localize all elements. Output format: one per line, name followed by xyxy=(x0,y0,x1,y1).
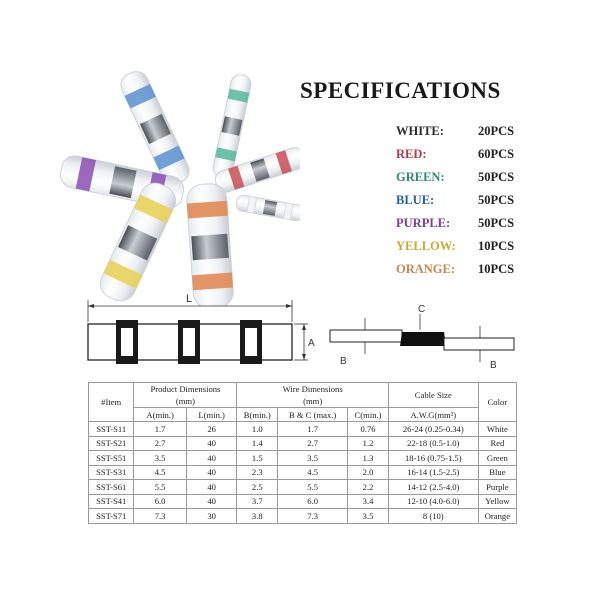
color-name: PURPLE: xyxy=(396,216,451,230)
subheader-a: A(min.) xyxy=(134,408,186,422)
header-product-dims-label: Product Dimensions xyxy=(150,384,221,394)
cell-awg: 14-12 (2.5-4.0) xyxy=(388,480,478,495)
cell-bc: 4.5 xyxy=(278,465,348,480)
header-product-unit: (mm) xyxy=(175,396,195,406)
cell-b: 2.5 xyxy=(237,480,278,495)
header-product-dimensions xyxy=(134,383,237,408)
band-middle xyxy=(178,320,200,364)
cell-c: 3.5 xyxy=(348,509,389,524)
cell-a: 3.5 xyxy=(134,451,186,466)
cell-a: 4.5 xyxy=(134,465,186,480)
cell-item: SST-S11 xyxy=(89,422,134,437)
quantity: 50PCS xyxy=(478,216,515,230)
cell-l: 30 xyxy=(186,509,237,524)
color-name: YELLOW: xyxy=(396,239,456,253)
cell-b: 1.0 xyxy=(237,422,278,437)
quantity: 10PCS xyxy=(478,239,515,253)
band-right xyxy=(240,320,262,364)
table-row xyxy=(89,422,517,437)
table-header-row xyxy=(89,383,517,408)
cell-c: 2.0 xyxy=(348,465,389,480)
cell-awg: 26-24 (0.25-0.34) xyxy=(388,422,478,437)
header-wire-dims-label: Wire Dimensions xyxy=(282,384,343,394)
cell-color: Orange xyxy=(478,509,516,524)
cell-color: Blue xyxy=(478,465,516,480)
table-subheader-row xyxy=(89,408,517,422)
product-photo xyxy=(60,66,300,306)
cell-c: 3.4 xyxy=(348,494,389,509)
cell-l: 40 xyxy=(186,494,237,509)
spec-row-purple xyxy=(396,216,526,236)
cell-bc: 6.0 xyxy=(278,494,348,509)
header-wire-unit: (mm) xyxy=(303,396,323,406)
cell-b: 3.7 xyxy=(237,494,278,509)
cell-item: SST-S21 xyxy=(89,436,134,451)
cell-bc: 1.7 xyxy=(278,422,348,437)
cell-item: SST-S51 xyxy=(89,451,134,466)
label-b-left: B xyxy=(340,356,347,367)
label-l: L xyxy=(186,293,193,305)
cell-bc: 5.5 xyxy=(278,480,348,495)
cell-item: SST-S41 xyxy=(89,494,134,509)
cell-a: 2.7 xyxy=(134,436,186,451)
color-name: BLUE: xyxy=(396,193,435,207)
cell-l: 40 xyxy=(186,480,237,495)
cell-a: 5.5 xyxy=(134,480,186,495)
color-name: ORANGE: xyxy=(396,262,456,276)
cell-b: 3.8 xyxy=(237,509,278,524)
color-name: GREEN: xyxy=(396,170,445,184)
cell-l: 40 xyxy=(186,436,237,451)
cell-awg: 18-16 (0.75-1.5) xyxy=(388,451,478,466)
quantity: 50PCS xyxy=(478,170,515,184)
cell-awg: 8 (10) xyxy=(388,509,478,524)
cell-color: White xyxy=(478,422,516,437)
cell-c: 2.2 xyxy=(348,480,389,495)
cell-c: 1.2 xyxy=(348,436,389,451)
header-color: Color xyxy=(478,383,516,422)
spec-row-blue xyxy=(396,193,526,213)
cell-color: Red xyxy=(478,436,516,451)
subheader-bc: B & C (max.) xyxy=(278,408,348,422)
cell-color: Purple xyxy=(478,480,516,495)
header-cable-size: Cable Size xyxy=(388,383,478,408)
cell-a: 6.0 xyxy=(134,494,186,509)
label-b-right: B xyxy=(490,360,497,371)
solder-joint xyxy=(400,332,446,346)
connector-orange xyxy=(186,183,235,306)
spec-row-orange xyxy=(396,262,526,282)
spec-row-red xyxy=(396,147,526,167)
label-a: A xyxy=(308,338,315,349)
cell-b: 1.5 xyxy=(237,451,278,466)
dimension-diagram xyxy=(80,292,520,374)
cell-awg: 16-14 (1.5-2.5) xyxy=(388,465,478,480)
cell-color: Yellow xyxy=(478,494,516,509)
subheader-l: L(min.) xyxy=(186,408,237,422)
color-name: RED: xyxy=(396,147,427,161)
table-row xyxy=(89,494,517,509)
quantity: 50PCS xyxy=(478,193,515,207)
label-c: C xyxy=(418,304,426,315)
cell-a: 1.7 xyxy=(134,422,186,437)
cell-item: SST-S31 xyxy=(89,465,134,480)
cell-l: 40 xyxy=(186,451,237,466)
cell-bc: 3.5 xyxy=(278,451,348,466)
table-row xyxy=(89,480,517,495)
cell-bc: 2.7 xyxy=(278,436,348,451)
table-row xyxy=(89,509,517,524)
spec-row-green xyxy=(396,170,526,190)
cell-awg: 22-18 (0.5-1.0) xyxy=(388,436,478,451)
quantity: 10PCS xyxy=(478,262,515,276)
connector-white xyxy=(235,194,300,222)
cell-awg: 12-10 (4.0-6.0) xyxy=(388,494,478,509)
cell-c: 0.76 xyxy=(348,422,389,437)
cell-bc: 7.3 xyxy=(278,509,348,524)
cell-b: 2.3 xyxy=(237,465,278,480)
cell-b: 1.4 xyxy=(237,436,278,451)
header-wire-dimensions xyxy=(237,383,388,408)
cell-item: SST-S61 xyxy=(89,480,134,495)
quantity: 20PCS xyxy=(478,124,515,138)
header-item: #Item xyxy=(89,383,134,422)
cell-l: 26 xyxy=(186,422,237,437)
subheader-c: C(min.) xyxy=(348,408,389,422)
table-row xyxy=(89,465,517,480)
band-left xyxy=(116,320,138,364)
spec-row-yellow xyxy=(396,239,526,259)
spec-table xyxy=(88,382,517,524)
color-name: WHITE: xyxy=(396,124,444,138)
specifications-title: SPECIFICATIONS xyxy=(300,78,501,103)
quantity: 60PCS xyxy=(478,147,515,161)
cell-a: 7.3 xyxy=(134,509,186,524)
spec-row-white xyxy=(396,124,526,144)
cell-l: 40 xyxy=(186,465,237,480)
cell-item: SST-S71 xyxy=(89,509,134,524)
subheader-awg: A.W.G(mm²) xyxy=(388,408,478,422)
subheader-b: B(min.) xyxy=(237,408,278,422)
table-row xyxy=(89,436,517,451)
table-row xyxy=(89,451,517,466)
cell-color: Green xyxy=(478,451,516,466)
cell-c: 1.3 xyxy=(348,451,389,466)
